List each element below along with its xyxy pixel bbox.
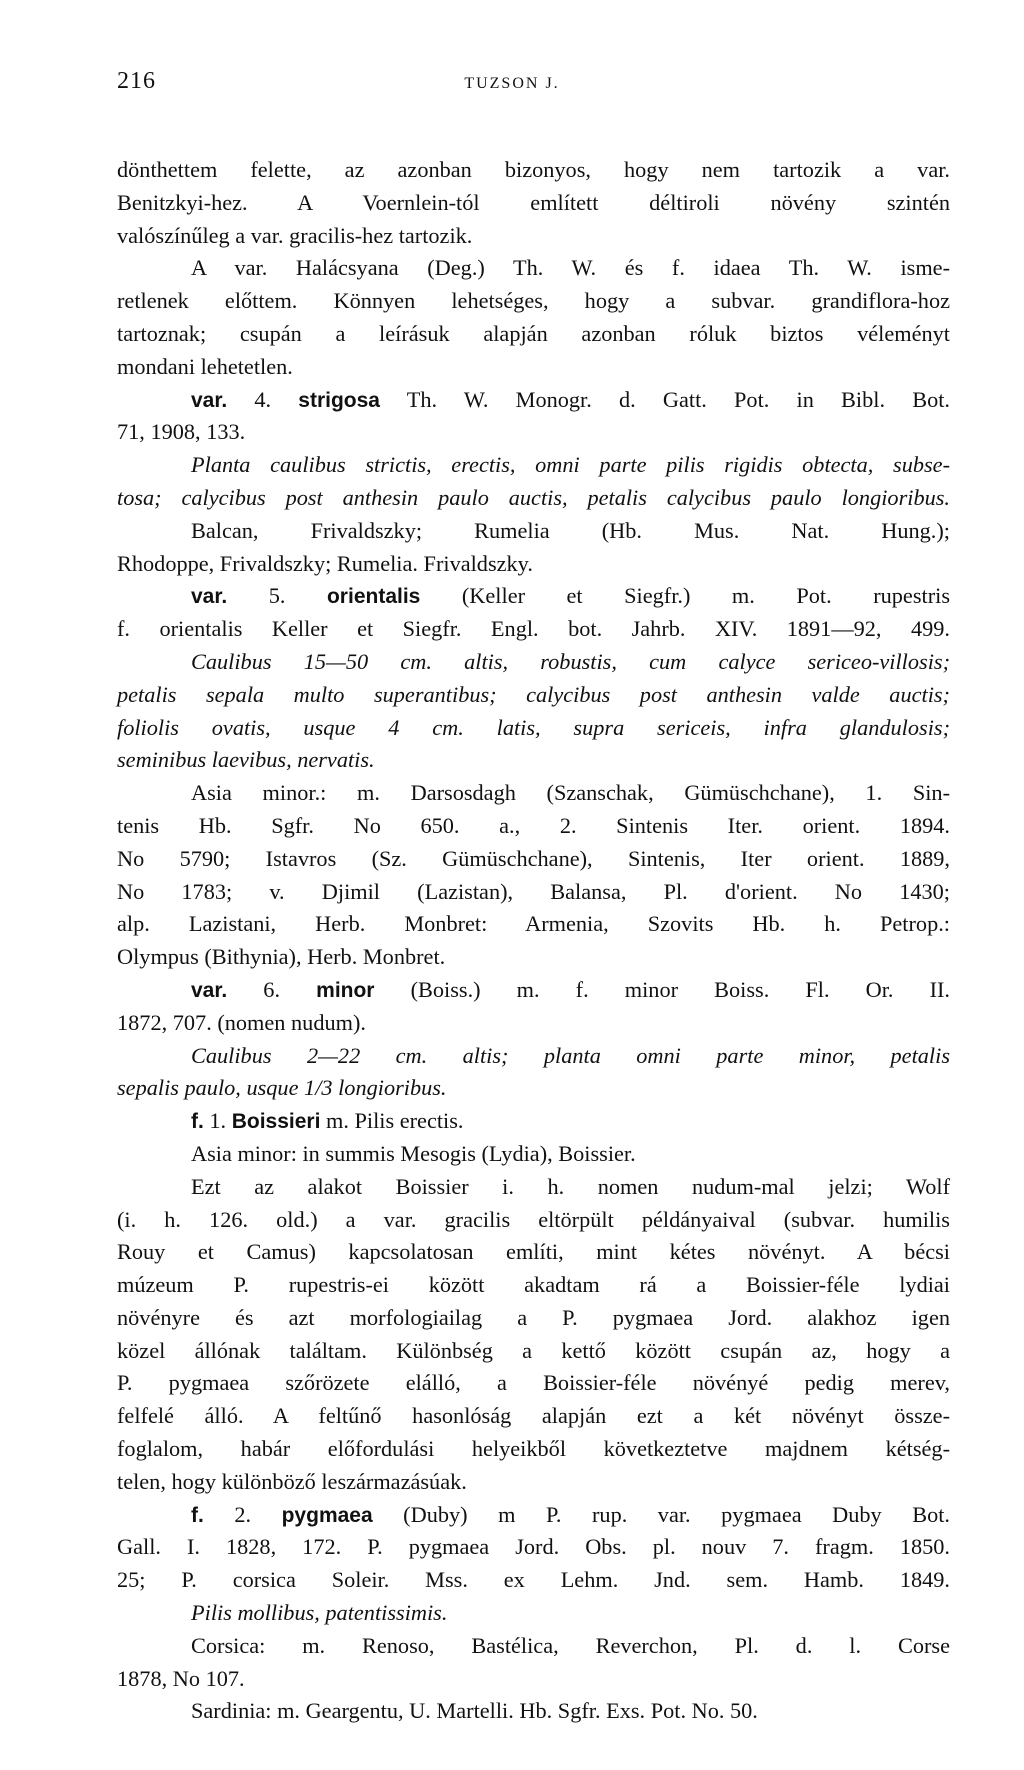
text-line: Asia minor: in summis Mesogis (Lydia), Boissier. [191,1140,636,1166]
latin-diagnosis: Planta caulibus strictis, erectis, omni parte pilis rigidis obtecta, subse- [191,452,950,478]
text-line: dönthettem felette, az azonban bizonyos, hogy nem tartozik a var. [117,157,950,182]
text-line: Benitzkyi-hez. A Voernlein-tól említett déltiroli növény szintén [117,189,950,215]
variety-heading: var. 5. orientalis (Keller et Siegfr.) m. Pot. rupestris [191,583,950,609]
text-line: 1872, 707. (nomen nudum). [117,1009,366,1035]
page-body [117,154,950,1728]
latin-diagnosis: Caulibus 15—50 cm. altis, robustis, cum calyce sericeo-villosis; [191,648,950,674]
text-line: Corsica: m. Renoso, Bastélica, Reverchon, Pl. d. l. Corse [191,1632,950,1658]
text-line: tenis Hb. Sgfr. No 650. a., 2. Sintenis Iter. orient. 1894. [117,812,950,838]
text-line: tartoznak; csupán a leírásuk alapján azonban róluk biztos véleményt [117,320,950,346]
latin-diagnosis: sepalis paulo, usque 1/3 longioribus. [117,1075,447,1101]
form-heading: f. 1. Boissieri m. Pilis erectis. [191,1108,464,1134]
text-line: 71, 1908, 133. [117,419,246,445]
variety-heading: var. 4. strigosa Th. W. Monogr. d. Gatt. Pot. in Bibl. Bot. [191,386,950,412]
text-line: Rouy et Camus) kapcsolatosan említi, mint kétes növényt. A bécsi [117,1239,950,1265]
text-line: Sardinia: m. Geargentu, U. Martelli. Hb. Sgfr. Exs. Pot. No. 50. [191,1698,758,1724]
text-line: Asia minor.: m. Darsosdagh (Szanschak, Gümüschchane), 1. Sin- [191,780,950,806]
text-line: Olympus (Bithynia), Herb. Monbret. [117,944,446,970]
latin-diagnosis: seminibus laevibus, nervatis. [117,747,375,773]
latin-diagnosis: foliolis ovatis, usque 4 cm. latis, supra sericeis, infra glandulosis; [117,714,950,740]
text-line: 25; P. corsica Soleir. Mss. ex Lehm. Jnd. sem. Hamb. 1849. [117,1567,950,1593]
text-line: Ezt az alakot Boissier i. h. nomen nudum-mal jelzi; Wolf [191,1173,950,1199]
text-line: közel állónak találtam. Különbség a kettő között csupán az, hogy a [117,1337,950,1363]
text-line: növényre és azt morfologiailag a P. pygmaea Jord. alakhoz igen [117,1304,950,1330]
text-line: telen, hogy különböző leszármazásúak. [117,1468,467,1494]
text-line: A var. Halácsyana (Deg.) Th. W. és f. idaea Th. W. isme- [191,255,950,281]
text-line: retlenek előttem. Könnyen lehetséges, hogy a subvar. grandiflora-hoz [117,288,950,314]
text-line: No 1783; v. Djimil (Lazistan), Balansa, Pl. d'orient. No 1430; [117,878,950,904]
latin-diagnosis: Caulibus 2—22 cm. altis; planta omni parte minor, petalis [191,1042,950,1068]
variety-heading: var. 6. minor (Boiss.) m. f. minor Boiss. Fl. Or. II. [191,976,951,1002]
latin-diagnosis: tosa; calycibus post anthesin paulo auctis, petalis calycibus paulo longioribus. [117,484,950,510]
text-line: felfelé álló. A feltűnő hasonlóság alapján ezt a két növényt össze- [117,1403,950,1429]
text-line: (i. h. 126. old.) a var. gracilis eltörpült példányaival (subvar. humilis [117,1206,950,1232]
form-heading: f. 2. pygmaea (Duby) m P. rup. var. pygmaea Duby Bot. [191,1501,951,1527]
text-line: Rhodoppe, Frivaldszky; Rumelia. Frivaldszky. [117,550,533,576]
text-line: P. pygmaea szőrözete elálló, a Boissier-féle növényé pedig merev, [117,1370,950,1396]
running-head: TUZSON J. [464,75,560,92]
text-line: Gall. I. 1828, 172. P. pygmaea Jord. Obs. pl. nouv 7. fragm. 1850. [117,1534,950,1560]
latin-diagnosis: petalis sepala multo superantibus; calycibus post anthesin valde auctis; [117,681,950,707]
text-line: alp. Lazistani, Herb. Monbret: Armenia, Szovits Hb. h. Petrop.: [117,911,950,937]
latin-diagnosis: Pilis mollibus, patentissimis. [191,1600,448,1626]
text-line: No 5790; Istavros (Sz. Gümüschchane), Sintenis, Iter orient. 1889, [117,845,950,871]
text-line: foglalom, habár előfordulási helyeikből következtetve majdnem kétség- [117,1436,950,1462]
text-line: f. orientalis Keller et Siegfr. Engl. bot. Jahrb. XIV. 1891—92, 499. [117,616,950,642]
text-line: mondani lehetetlen. [117,353,293,379]
text-line: 1878, No 107. [117,1665,245,1691]
page-number: 216 [117,68,156,94]
text-line: valószínűleg a var. gracilis-hez tartozik. [117,222,473,248]
text-line: múzeum P. rupestris-ei között akadtam rá a Boissier-féle lydiai [117,1272,950,1298]
text-line: Balcan, Frivaldszky; Rumelia (Hb. Mus. Nat. Hung.); [191,517,950,543]
